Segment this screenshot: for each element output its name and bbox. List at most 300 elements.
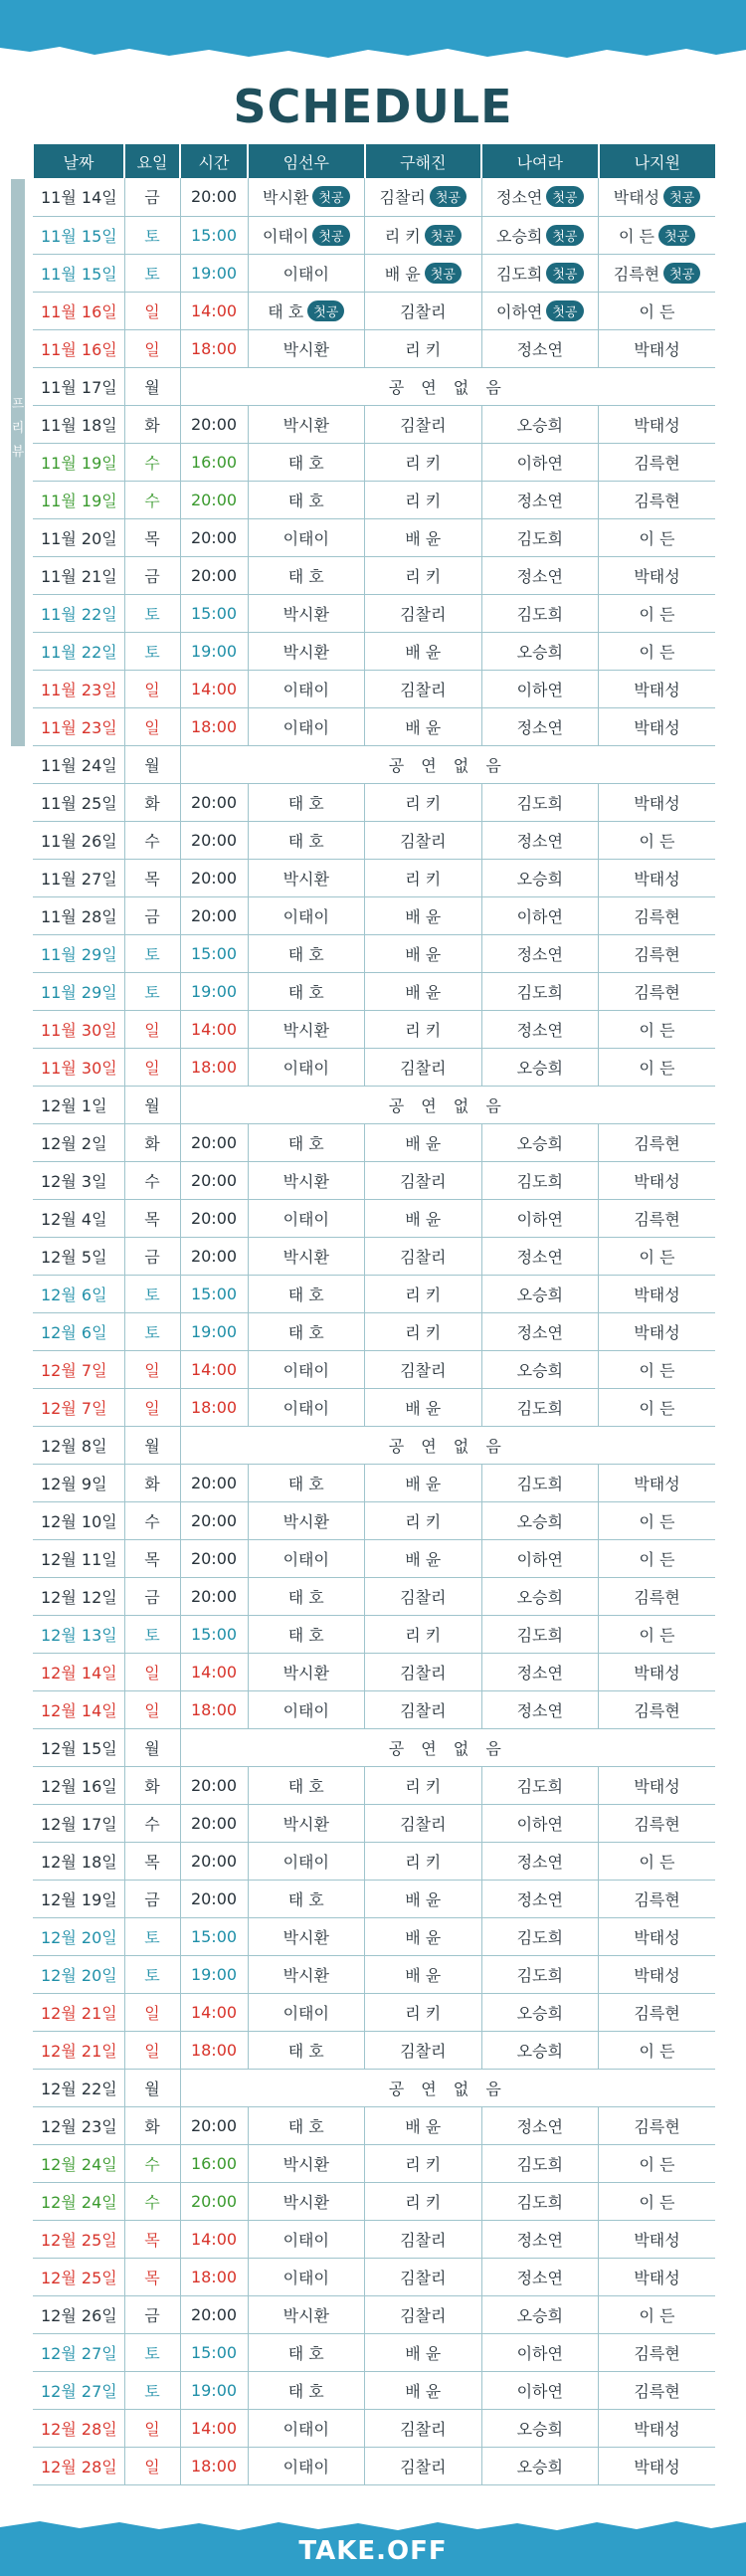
- cell-date: 12월 5일: [33, 1237, 124, 1275]
- cell-cast: 배 윤: [365, 1955, 482, 1993]
- cell-cast: 태 호: [248, 1577, 365, 1615]
- cell-cast: 정소연: [481, 481, 599, 518]
- cell-cast: 이 든: [599, 2144, 716, 2182]
- cell-cast: 오승희: [481, 2409, 599, 2447]
- cell-cast: 이 든: [599, 1048, 716, 1086]
- cell-day: 수: [124, 2182, 180, 2220]
- cell-date: 11월 29일: [33, 972, 124, 1010]
- cell-cast: 김찰리: [365, 1804, 482, 1842]
- schedule-row: [33, 443, 715, 481]
- cell-day: 일: [124, 1690, 180, 1728]
- cell-date: 11월 30일: [33, 1048, 124, 1086]
- cell-cast: 정소연: [481, 1880, 599, 1917]
- schedule-row: [33, 178, 715, 216]
- cell-no-show: 공 연 없 음: [180, 2069, 715, 2106]
- page-title: SCHEDULE: [233, 80, 513, 133]
- cell-cast: 김륵현: [599, 896, 716, 934]
- cell-cast: 김도희: [481, 2144, 599, 2182]
- cell-cast: 김찰리: [365, 821, 482, 859]
- schedule-row: [33, 1501, 715, 1539]
- cell-cast: 오승희: [481, 1577, 599, 1615]
- cell-date: 12월 3일: [33, 1161, 124, 1199]
- cell-date: 11월 22일: [33, 594, 124, 632]
- schedule-row: [33, 1199, 715, 1237]
- cell-cast: 정소연: [481, 1842, 599, 1880]
- cell-time: 18:00: [180, 1388, 248, 1426]
- cell-day: 토: [124, 594, 180, 632]
- cell-time: 20:00: [180, 1464, 248, 1501]
- schedule-row: [33, 2333, 715, 2371]
- cell-cast: 박태성: [599, 670, 716, 707]
- cell-day: 일: [124, 707, 180, 745]
- cell-day: 화: [124, 1766, 180, 1804]
- cell-date: 12월 11일: [33, 1539, 124, 1577]
- cell-time: 20:00: [180, 783, 248, 821]
- cell-cast: 박태성: [599, 329, 716, 367]
- cell-cast: 박시환: [248, 594, 365, 632]
- cell-cast: 김륵현: [599, 2371, 716, 2409]
- cell-cast: 박시환: [248, 1010, 365, 1048]
- cell-cast: 박태성: [599, 1653, 716, 1690]
- cell-cast: 오승희: [481, 2447, 599, 2484]
- header-date: 날짜: [33, 144, 124, 178]
- cell-no-show: 공 연 없 음: [180, 367, 715, 405]
- cell-time: 20:00: [180, 1842, 248, 1880]
- cell-cast: 박시환 첫공: [248, 178, 365, 216]
- cell-cast: 김찰리: [365, 594, 482, 632]
- no-show-row: [33, 745, 715, 783]
- schedule-row: [33, 1804, 715, 1842]
- schedule-row: [33, 821, 715, 859]
- cell-cast: 정소연 첫공: [481, 178, 599, 216]
- cell-time: 15:00: [180, 2333, 248, 2371]
- cell-date: 11월 16일: [33, 329, 124, 367]
- cell-day: 일: [124, 1048, 180, 1086]
- cell-cast: 태 호: [248, 481, 365, 518]
- cell-time: 20:00: [180, 178, 248, 216]
- cell-time: 20:00: [180, 859, 248, 896]
- cell-cast: 정소연: [481, 329, 599, 367]
- cell-cast: 박태성: [599, 859, 716, 896]
- cell-cast: 박태성: [599, 707, 716, 745]
- cell-cast: 태 호 첫공: [248, 292, 365, 329]
- cell-time: 18:00: [180, 707, 248, 745]
- first-show-badge: 첫공: [546, 225, 583, 246]
- schedule-row: [33, 2031, 715, 2069]
- cell-cast: 태 호: [248, 821, 365, 859]
- cell-cast: 리 키: [365, 1993, 482, 2031]
- cell-cast: 이하연: [481, 896, 599, 934]
- schedule-row: [33, 972, 715, 1010]
- cell-cast: 박태성: [599, 1161, 716, 1199]
- cell-cast: 박태성: [599, 1312, 716, 1350]
- schedule-row: [33, 2258, 715, 2295]
- cell-time: 20:00: [180, 1804, 248, 1842]
- cell-day: 목: [124, 1199, 180, 1237]
- cell-cast: 이 든: [599, 1539, 716, 1577]
- cell-day: 일: [124, 292, 180, 329]
- cell-date: 11월 15일: [33, 254, 124, 292]
- cell-cast: 김륵현: [599, 481, 716, 518]
- cell-cast: 이하연: [481, 1804, 599, 1842]
- cell-time: 18:00: [180, 2447, 248, 2484]
- cell-cast: 김륵현: [599, 1577, 716, 1615]
- cell-cast: 이 든: [599, 292, 716, 329]
- cell-cast: 태 호: [248, 1615, 365, 1653]
- cell-cast: 배 윤: [365, 1388, 482, 1426]
- cell-cast: 리 키: [365, 1615, 482, 1653]
- cell-time: 20:00: [180, 1501, 248, 1539]
- cell-cast: 김도희: [481, 594, 599, 632]
- schedule-row: [33, 2409, 715, 2447]
- cell-day: 목: [124, 1842, 180, 1880]
- cell-date: 11월 23일: [33, 707, 124, 745]
- cell-date: 12월 7일: [33, 1388, 124, 1426]
- cell-cast: 박태성: [599, 2258, 716, 2295]
- cell-time: 15:00: [180, 934, 248, 972]
- cell-time: 14:00: [180, 1350, 248, 1388]
- cell-cast: 박시환: [248, 329, 365, 367]
- cell-date: 12월 23일: [33, 2106, 124, 2144]
- cell-time: 15:00: [180, 216, 248, 254]
- cell-cast: 이 든: [599, 1237, 716, 1275]
- cell-cast: 박시환: [248, 1161, 365, 1199]
- cell-cast: 오승희: [481, 1275, 599, 1312]
- cell-cast: 이 든: [599, 594, 716, 632]
- cell-date: 11월 15일: [33, 216, 124, 254]
- cell-cast: 김도희: [481, 1388, 599, 1426]
- cell-cast: 박시환: [248, 1955, 365, 1993]
- cell-day: 일: [124, 1653, 180, 1690]
- cell-date: 12월 25일: [33, 2220, 124, 2258]
- schedule-row: [33, 329, 715, 367]
- no-show-row: [33, 1086, 715, 1123]
- cell-date: 12월 17일: [33, 1804, 124, 1842]
- cell-cast: 태 호: [248, 2371, 365, 2409]
- cell-cast: 박태성: [599, 2447, 716, 2484]
- cell-cast: 오승희: [481, 859, 599, 896]
- no-show-row: [33, 1728, 715, 1766]
- cell-cast: 김도희: [481, 518, 599, 556]
- cell-day: 토: [124, 1917, 180, 1955]
- cell-day: 토: [124, 216, 180, 254]
- cell-cast: 정소연: [481, 707, 599, 745]
- cell-cast: 리 키: [365, 783, 482, 821]
- cell-cast: 오승희: [481, 1048, 599, 1086]
- cell-day: 토: [124, 1955, 180, 1993]
- first-show-badge: 첫공: [658, 225, 695, 246]
- cell-cast: 배 윤: [365, 2333, 482, 2371]
- cell-cast: 박태성: [599, 2409, 716, 2447]
- cell-cast: 오승희 첫공: [481, 216, 599, 254]
- cell-time: 14:00: [180, 2409, 248, 2447]
- cell-cast: 태 호: [248, 934, 365, 972]
- cell-time: 18:00: [180, 1690, 248, 1728]
- cell-cast: 리 키: [365, 556, 482, 594]
- cell-date: 12월 6일: [33, 1312, 124, 1350]
- cell-cast: 김찰리: [365, 1161, 482, 1199]
- cell-time: 19:00: [180, 972, 248, 1010]
- cell-no-show: 공 연 없 음: [180, 745, 715, 783]
- cell-time: 18:00: [180, 2031, 248, 2069]
- cell-date: 12월 24일: [33, 2182, 124, 2220]
- cell-cast: 이태이: [248, 2258, 365, 2295]
- cell-time: 14:00: [180, 2220, 248, 2258]
- cell-day: 월: [124, 1426, 180, 1464]
- cell-date: 11월 14일: [33, 178, 124, 216]
- cell-time: 20:00: [180, 481, 248, 518]
- cell-cast: 이태이: [248, 1690, 365, 1728]
- cell-date: 11월 19일: [33, 443, 124, 481]
- schedule-row: [33, 934, 715, 972]
- cell-day: 일: [124, 2447, 180, 2484]
- cell-time: 20:00: [180, 1123, 248, 1161]
- cell-cast: 태 호: [248, 1123, 365, 1161]
- cell-cast: 김도희: [481, 1766, 599, 1804]
- cell-day: 일: [124, 1010, 180, 1048]
- cell-cast: 태 호: [248, 2333, 365, 2371]
- cell-day: 수: [124, 1161, 180, 1199]
- cell-cast: 태 호: [248, 1766, 365, 1804]
- cell-time: 18:00: [180, 329, 248, 367]
- cell-cast: 태 호: [248, 783, 365, 821]
- schedule-row: [33, 859, 715, 896]
- schedule-table: [32, 144, 715, 2485]
- no-show-row: [33, 1426, 715, 1464]
- cell-day: 월: [124, 745, 180, 783]
- first-show-badge: 첫공: [430, 186, 466, 207]
- cell-day: 월: [124, 1728, 180, 1766]
- cell-cast: 태 호: [248, 1312, 365, 1350]
- cell-date: 12월 20일: [33, 1955, 124, 1993]
- cell-date: 12월 10일: [33, 1501, 124, 1539]
- cell-cast: 이태이: [248, 707, 365, 745]
- cell-cast: 박시환: [248, 632, 365, 670]
- schedule-row: [33, 1955, 715, 1993]
- cell-day: 금: [124, 556, 180, 594]
- schedule-row: [33, 1690, 715, 1728]
- cell-cast: 오승희: [481, 2031, 599, 2069]
- cell-cast: 이태이: [248, 2447, 365, 2484]
- cell-cast: 김도희: [481, 2182, 599, 2220]
- cell-cast: 배 윤: [365, 1539, 482, 1577]
- schedule-row: [33, 1539, 715, 1577]
- cell-cast: 김도희: [481, 1615, 599, 1653]
- cell-time: 20:00: [180, 2182, 248, 2220]
- cell-cast: 리 키: [365, 329, 482, 367]
- cell-day: 수: [124, 481, 180, 518]
- cell-date: 12월 22일: [33, 2069, 124, 2106]
- cell-date: 11월 19일: [33, 481, 124, 518]
- header-cast-2: 구해진: [365, 144, 482, 178]
- cell-date: 12월 21일: [33, 1993, 124, 2031]
- cell-cast: 정소연: [481, 2258, 599, 2295]
- cell-day: 일: [124, 329, 180, 367]
- schedule-row: [33, 2447, 715, 2484]
- cell-time: 16:00: [180, 443, 248, 481]
- cell-cast: 배 윤: [365, 707, 482, 745]
- cell-day: 수: [124, 2144, 180, 2182]
- header-cast-3: 나여라: [481, 144, 599, 178]
- cell-time: 20:00: [180, 1766, 248, 1804]
- cell-date: 12월 8일: [33, 1426, 124, 1464]
- cell-cast: 이태이: [248, 670, 365, 707]
- cell-cast: 김찰리 첫공: [365, 178, 482, 216]
- cell-time: 20:00: [180, 1880, 248, 1917]
- cell-cast: 김찰리: [365, 2258, 482, 2295]
- cell-cast: 김도희: [481, 1917, 599, 1955]
- cell-cast: 이 든: [599, 1501, 716, 1539]
- cell-day: 화: [124, 405, 180, 443]
- cell-date: 12월 12일: [33, 1577, 124, 1615]
- cell-day: 수: [124, 1501, 180, 1539]
- cell-cast: 김륵현: [599, 2106, 716, 2144]
- cell-cast: 박시환: [248, 2144, 365, 2182]
- cell-date: 12월 26일: [33, 2295, 124, 2333]
- schedule-row: [33, 1048, 715, 1086]
- cell-cast: 김찰리: [365, 1653, 482, 1690]
- cell-cast: 배 윤: [365, 518, 482, 556]
- schedule-row: [33, 594, 715, 632]
- cell-cast: 태 호: [248, 1464, 365, 1501]
- schedule-row: [33, 1842, 715, 1880]
- schedule-row: [33, 2182, 715, 2220]
- cell-date: 12월 14일: [33, 1653, 124, 1690]
- cell-no-show: 공 연 없 음: [180, 1426, 715, 1464]
- schedule-row: [33, 1275, 715, 1312]
- cell-cast: 태 호: [248, 2106, 365, 2144]
- cell-cast: 리 키: [365, 1312, 482, 1350]
- schedule-row: [33, 2220, 715, 2258]
- cell-cast: 이태이: [248, 1842, 365, 1880]
- cell-cast: 박시환: [248, 1237, 365, 1275]
- cell-day: 화: [124, 2106, 180, 2144]
- schedule-row: [33, 1161, 715, 1199]
- cell-date: 12월 27일: [33, 2371, 124, 2409]
- no-show-row: [33, 367, 715, 405]
- cell-cast: 배 윤: [365, 1880, 482, 1917]
- no-show-row: [33, 2069, 715, 2106]
- cell-time: 20:00: [180, 1199, 248, 1237]
- cell-cast: 김륵현: [599, 934, 716, 972]
- cell-cast: 태 호: [248, 972, 365, 1010]
- cell-cast: 이 든: [599, 1388, 716, 1426]
- cell-cast: 이 든: [599, 2182, 716, 2220]
- cell-time: 19:00: [180, 1312, 248, 1350]
- cell-cast: 이 든: [599, 1010, 716, 1048]
- schedule-row: [33, 670, 715, 707]
- cell-cast: 정소연: [481, 1237, 599, 1275]
- schedule-row: [33, 1766, 715, 1804]
- cell-cast: 배 윤: [365, 1199, 482, 1237]
- cell-cast: 배 윤: [365, 896, 482, 934]
- cell-time: 14:00: [180, 1010, 248, 1048]
- preview-label: 프 리 뷰: [11, 397, 25, 460]
- schedule-row: [33, 1123, 715, 1161]
- cell-date: 12월 19일: [33, 1880, 124, 1917]
- cell-time: 20:00: [180, 2106, 248, 2144]
- cell-cast: 박태성: [599, 1464, 716, 1501]
- schedule-row: [33, 632, 715, 670]
- cell-cast: 이 든: [599, 1615, 716, 1653]
- cell-day: 목: [124, 859, 180, 896]
- cell-cast: 배 윤 첫공: [365, 254, 482, 292]
- cell-cast: 배 윤: [365, 934, 482, 972]
- cell-date: 12월 27일: [33, 2333, 124, 2371]
- cell-cast: 오승희: [481, 405, 599, 443]
- cell-cast: 리 키 첫공: [365, 216, 482, 254]
- cell-cast: 김찰리: [365, 670, 482, 707]
- cell-day: 토: [124, 934, 180, 972]
- cell-cast: 리 키: [365, 1275, 482, 1312]
- schedule-row: [33, 405, 715, 443]
- cell-time: 19:00: [180, 632, 248, 670]
- cell-time: 20:00: [180, 2295, 248, 2333]
- cell-day: 일: [124, 1388, 180, 1426]
- cell-cast: 김찰리: [365, 2031, 482, 2069]
- cell-cast: 이 든: [599, 518, 716, 556]
- cell-date: 11월 23일: [33, 670, 124, 707]
- cell-time: 15:00: [180, 1275, 248, 1312]
- cell-date: 12월 1일: [33, 1086, 124, 1123]
- cell-cast: 배 윤: [365, 1917, 482, 1955]
- schedule-row: [33, 896, 715, 934]
- cell-cast: 리 키: [365, 1010, 482, 1048]
- cell-date: 11월 28일: [33, 896, 124, 934]
- cell-cast: 리 키: [365, 2182, 482, 2220]
- cell-date: 12월 25일: [33, 2258, 124, 2295]
- cell-no-show: 공 연 없 음: [180, 1728, 715, 1766]
- cell-cast: 박태성: [599, 2220, 716, 2258]
- cell-day: 토: [124, 1275, 180, 1312]
- cell-cast: 이태이: [248, 1199, 365, 1237]
- cell-cast: 이태이: [248, 518, 365, 556]
- cell-day: 토: [124, 2371, 180, 2409]
- cell-date: 11월 20일: [33, 518, 124, 556]
- schedule-row: [33, 1880, 715, 1917]
- cell-time: 20:00: [180, 1577, 248, 1615]
- cell-cast: 정소연: [481, 1690, 599, 1728]
- cell-cast: 김도희 첫공: [481, 254, 599, 292]
- schedule-row: [33, 1917, 715, 1955]
- cell-date: 12월 7일: [33, 1350, 124, 1388]
- cell-date: 12월 4일: [33, 1199, 124, 1237]
- cell-cast: 리 키: [365, 1766, 482, 1804]
- cell-cast: 리 키: [365, 859, 482, 896]
- cell-cast: 이하연 첫공: [481, 292, 599, 329]
- cell-cast: 김찰리: [365, 1350, 482, 1388]
- cell-time: 20:00: [180, 1539, 248, 1577]
- cell-cast: 김도희: [481, 783, 599, 821]
- first-show-badge: 첫공: [312, 225, 349, 246]
- cell-cast: 정소연: [481, 1010, 599, 1048]
- brand-logo: TAKE.OFF: [298, 2536, 448, 2566]
- cell-date: 11월 22일: [33, 632, 124, 670]
- schedule-row: [33, 2144, 715, 2182]
- cell-cast: 이태이: [248, 1539, 365, 1577]
- schedule-row: [33, 1464, 715, 1501]
- cell-cast: 배 윤: [365, 2106, 482, 2144]
- cell-date: 12월 18일: [33, 1842, 124, 1880]
- cell-cast: 태 호: [248, 1880, 365, 1917]
- cell-cast: 박시환: [248, 2295, 365, 2333]
- cell-cast: 배 윤: [365, 972, 482, 1010]
- cell-cast: 김륵현: [599, 443, 716, 481]
- cell-day: 금: [124, 896, 180, 934]
- cell-cast: 리 키: [365, 2144, 482, 2182]
- cell-cast: 배 윤: [365, 1464, 482, 1501]
- cell-day: 수: [124, 1804, 180, 1842]
